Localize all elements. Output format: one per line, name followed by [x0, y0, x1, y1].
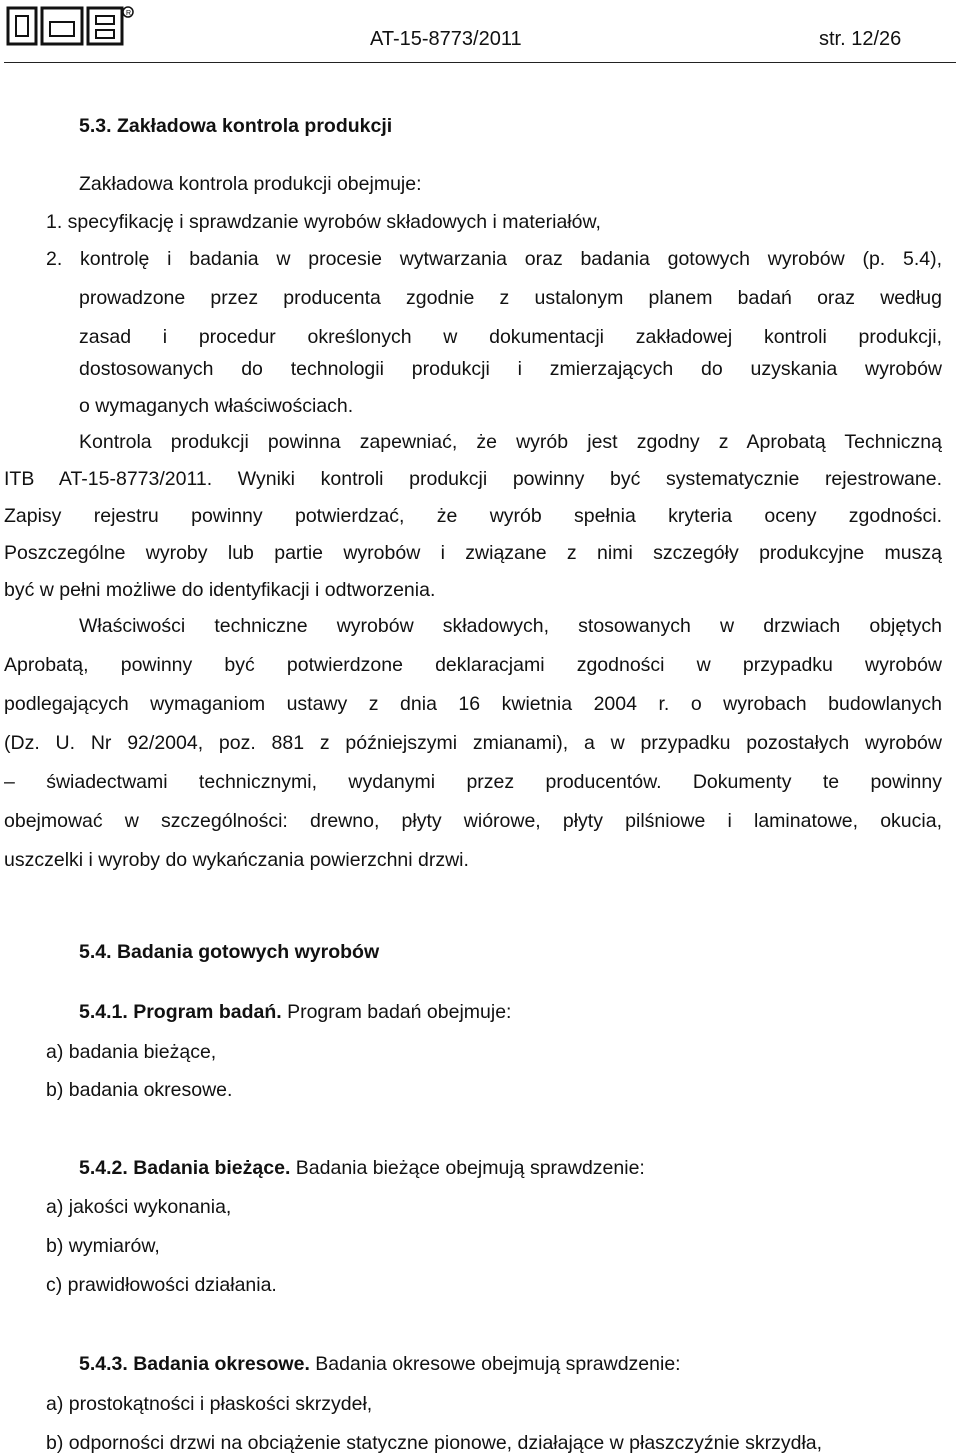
paragraph-line: ITB AT-15-8773/2011. Wyniki kontroli produkcji powinny być systematycznie rejestrowane. — [4, 468, 942, 490]
paragraph-line: Kontrola produkcji powinna zapewniać, że wyrób jest zgodny z Aprobatą Techniczną — [79, 431, 942, 453]
paragraph-line: Właściwości techniczne wyrobów składowych, stosowanych w drzwiach objętych — [79, 615, 942, 637]
subsection-title: 5.4.2. Badania bieżące. — [79, 1157, 291, 1179]
paragraph-line: Poszczególne wyroby lub partie wyrobów i związane z nimi szczegóły produkcyjne muszą — [4, 542, 942, 564]
svg-text:R: R — [126, 10, 132, 17]
header-divider — [4, 62, 956, 63]
list-item: b) wymiarów, — [46, 1235, 160, 1257]
list-item: b) badania okresowe. — [46, 1079, 233, 1101]
page-number: str. 12/26 — [819, 28, 902, 50]
paragraph-line: uszczelki i wyroby do wykańczania powierzchni drzwi. — [4, 849, 469, 871]
paragraph-line: Zapisy rejestru powinny potwierdzać, że wyrób spełnia kryteria oceny zgodności. — [4, 505, 942, 527]
paragraph-line: podlegających wymaganiom ustawy z dnia 16 kwietnia 2004 r. o wyrobach budowlanych — [4, 693, 942, 715]
section-heading-5-3: 5.3. Zakładowa kontrola produkcji — [79, 115, 393, 137]
paragraph-line: Aprobatą, powinny być potwierdzone deklaracjami zgodności w przypadku wyrobów — [4, 654, 942, 676]
list-item: a) jakości wykonania, — [46, 1196, 232, 1218]
list-item-2-line: prowadzone przez producenta zgodnie z ustalonym planem badań oraz według — [79, 287, 942, 309]
paragraph-line: być w pełni możliwe do identyfikacji i odtworzenia. — [4, 579, 436, 601]
document-number: AT-15-8773/2011 — [370, 28, 522, 50]
subsection-text: Program badań obejmuje: — [281, 1001, 512, 1023]
subsection-text: Badania bieżące obejmują sprawdzenie: — [290, 1157, 645, 1179]
subsection-title: 5.4.1. Program badań. — [79, 1001, 282, 1023]
subsection-5-4-2 — [79, 1156, 645, 1180]
subsection-title: 5.4.3. Badania okresowe. — [79, 1353, 310, 1375]
intro-line: Zakładowa kontrola produkcji obejmuje: — [79, 173, 422, 195]
subsection-5-4-1 — [79, 1000, 511, 1024]
list-item: c) prawidłowości działania. — [46, 1274, 277, 1296]
list-item-2-line: zasad i procedur określonych w dokumentacji zakładowej kontroli produkcji, — [79, 326, 942, 348]
list-item: a) prostokątności i płaskości skrzydeł, — [46, 1393, 373, 1415]
subsection-5-4-3 — [79, 1352, 681, 1376]
itb-logo — [6, 4, 134, 48]
list-item-2-line: o wymaganych właściwościach. — [79, 395, 354, 417]
paragraph-line: obejmować w szczególności: drewno, płyty wiórowe, płyty pilśniowe i laminatowe, okucia, — [4, 810, 942, 832]
list-item-1: 1. specyfikację i sprawdzanie wyrobów składowych i materiałów, — [46, 211, 601, 233]
list-item-2-line: 2. kontrolę i badania w procesie wytwarzania oraz badania gotowych wyrobów (p. 5.4), — [46, 248, 942, 270]
paragraph-line: – świadectwami technicznymi, wydanymi przez producentów. Dokumenty te powinny — [4, 771, 942, 793]
list-item-2-line: dostosowanych do technologii produkcji i zmierzających do uzyskania wyrobów — [79, 358, 942, 380]
section-heading-5-4: 5.4. Badania gotowych wyrobów — [79, 941, 380, 963]
list-item: a) badania bieżące, — [46, 1041, 217, 1063]
list-item: b) odporności drzwi na obciążenie statyczne pionowe, działające w płaszczyźnie skrzydła, — [46, 1432, 823, 1454]
subsection-text: Badania okresowe obejmują sprawdzenie: — [309, 1353, 681, 1375]
paragraph-line: (Dz. U. Nr 92/2004, poz. 881 z późniejszymi zmianami), a w przypadku pozostałych wyrobów — [4, 732, 942, 754]
